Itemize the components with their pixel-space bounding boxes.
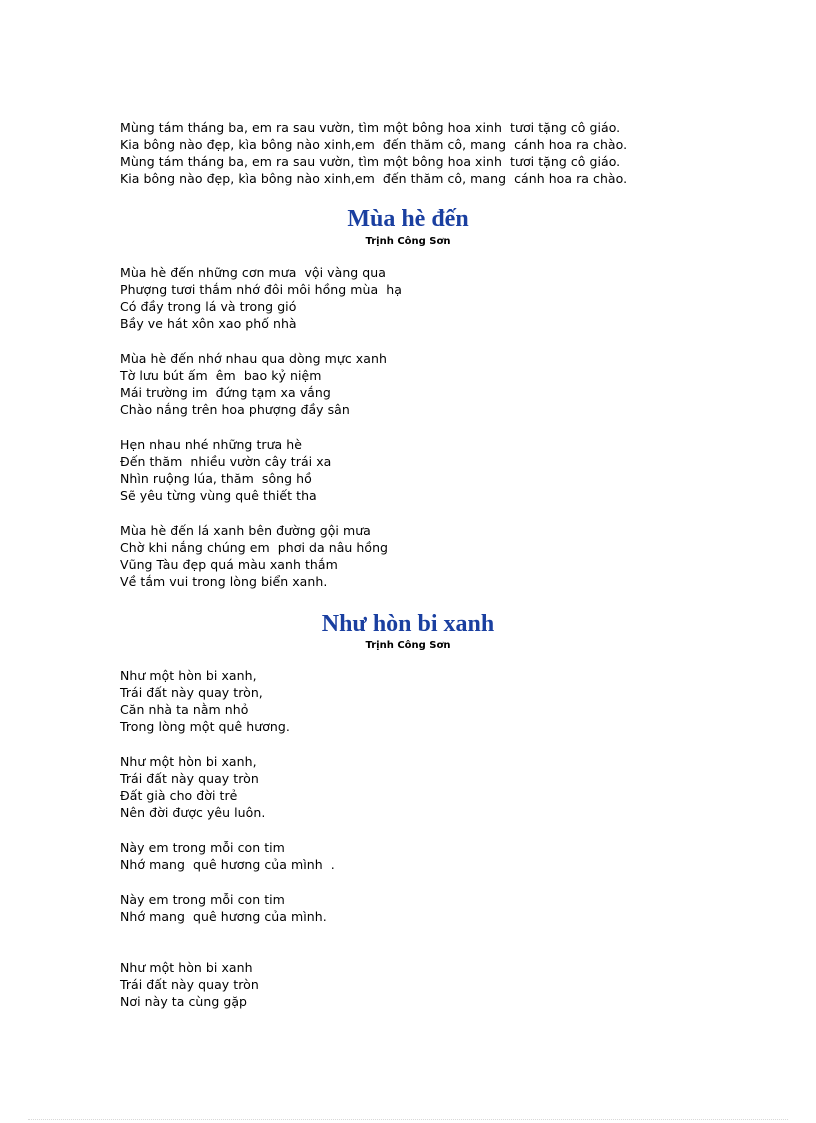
lyric-line: Nhớ mang quê hương của mình . bbox=[120, 857, 335, 872]
lyric-line: Như một hòn bi xanh, bbox=[120, 668, 257, 683]
lyric-line: Trong lòng một quê hương. bbox=[120, 719, 290, 734]
lyric-line: Như một hòn bi xanh, bbox=[120, 754, 257, 769]
lyric-line: Về tắm vui trong lòng biển xanh. bbox=[120, 574, 328, 589]
lyric-line: Mái trường im đứng tạm xa vắng bbox=[120, 385, 331, 400]
intro-line: Mùng tám tháng ba, em ra sau vườn, tìm một bông hoa xinh tươi tặng cô giáo. bbox=[120, 120, 621, 135]
lyric-line: Bầy ve hát xôn xao phố nhà bbox=[120, 316, 297, 331]
song-title: Mùa hè đến bbox=[347, 206, 469, 232]
lyric-line: Đến thăm nhiều vườn cây trái xa bbox=[120, 454, 332, 469]
lyric-line: Trái đất này quay tròn, bbox=[120, 685, 263, 700]
lyric-line: Này em trong mỗi con tim bbox=[120, 892, 285, 907]
lyric-line: Như một hòn bi xanh bbox=[120, 960, 253, 975]
song-author: Trịnh Công Sơn bbox=[365, 640, 451, 651]
lyric-line: Đất già cho đời trẻ bbox=[120, 788, 238, 803]
lyric-line: Chờ khi nắng chúng em phơi da nâu hồng bbox=[120, 540, 389, 555]
lyric-line: Nhìn ruộng lúa, thăm sông hồ bbox=[120, 471, 312, 486]
song-title: Như hòn bi xanh bbox=[321, 611, 495, 637]
song-author: Trịnh Công Sơn bbox=[365, 236, 451, 247]
lyric-line: Nên đời được yêu luôn. bbox=[120, 805, 266, 820]
lyric-line: Tờ lưu bút ấm êm bao kỷ niệm bbox=[120, 368, 322, 383]
lyric-line: Nhớ mang quê hương của mình. bbox=[120, 909, 327, 924]
lyric-line: Mùa hè đến những cơn mưa vội vàng qua bbox=[120, 265, 386, 280]
lyric-line: Có đầy trong lá và trong gió bbox=[120, 299, 297, 314]
lyric-line: Căn nhà ta nằm nhỏ bbox=[120, 702, 249, 717]
lyric-line: Trái đất này quay tròn bbox=[120, 977, 259, 992]
lyric-line: Mùa hè đến lá xanh bên đường gội mưa bbox=[120, 523, 371, 538]
intro-line: Mùng tám tháng ba, em ra sau vườn, tìm một bông hoa xinh tươi tặng cô giáo. bbox=[120, 154, 621, 169]
lyric-line: Nơi này ta cùng gặp bbox=[120, 994, 248, 1009]
lyric-line: Vũng Tàu đẹp quá màu xanh thắm bbox=[120, 557, 338, 572]
intro-line: Kia bông nào đẹp, kìa bông nào xinh,em đến thăm cô, mang cánh hoa ra chào. bbox=[120, 171, 628, 186]
lyric-line: Mùa hè đến nhớ nhau qua dòng mực xanh bbox=[120, 351, 387, 366]
lyric-line: Trái đất này quay tròn bbox=[120, 771, 259, 786]
intro-line: Kia bông nào đẹp, kìa bông nào xinh,em đến thăm cô, mang cánh hoa ra chào. bbox=[120, 137, 628, 152]
lyric-line: Phượng tươi thắm nhớ đôi môi hồng mùa hạ bbox=[120, 282, 402, 297]
page-bottom-divider bbox=[28, 1119, 788, 1120]
lyric-line: Này em trong mỗi con tim bbox=[120, 840, 285, 855]
lyric-line: Sẽ yêu từng vùng quê thiết tha bbox=[120, 488, 317, 503]
lyric-line: Hẹn nhau nhé những trưa hè bbox=[120, 437, 303, 452]
lyric-line: Chào nắng trên hoa phượng đầy sân bbox=[120, 402, 350, 417]
